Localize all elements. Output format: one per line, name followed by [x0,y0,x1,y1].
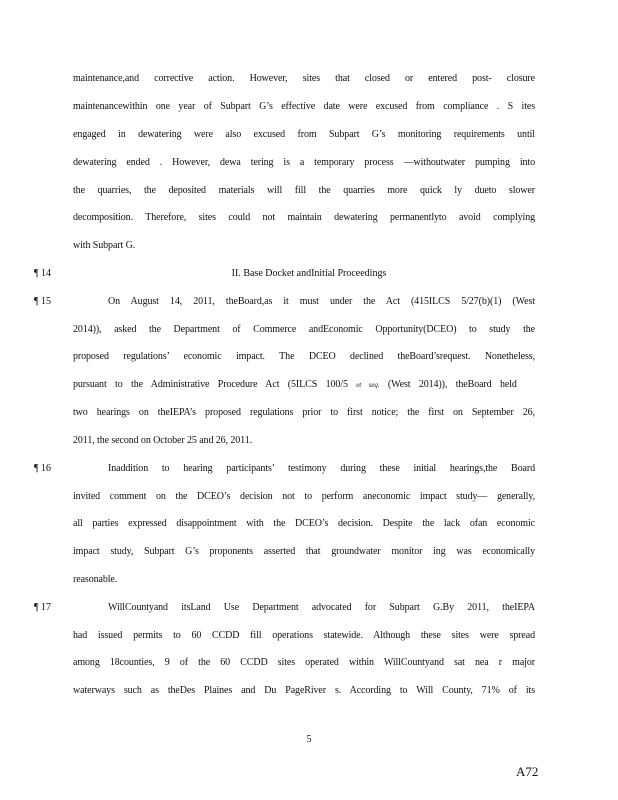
text-line: reasonable. [73,574,118,585]
text-line: maintenancewithin one year of Subpart G’s effective date were excused from compliance . S ites [73,101,535,112]
text-line: had issued permits to 60 CCDD fill operations statewide. Although these sites were spread [73,630,535,641]
italic-citation: et seq. [356,381,380,389]
text-segment: (West 2014)), theBoard held [387,379,517,390]
text-line: 2011, the second on October 25 and 26, 2011. [73,435,252,446]
text-line: 2014)), asked the Department of Commerce andEconomic Opportunity(DCEO) to study the [73,324,535,335]
text-line: among 18counties, 9 of the 60 CCDD sites operated within WillCountyand sat nea r major [73,657,535,668]
text-line: Inaddition to hearing participants’ testimony during these initial hearings,the Board [108,463,535,474]
text-line: On August 14, 2011, theBoard,as it must under the Act (415ILCS 5/27(b)(1) (West [108,296,535,307]
paragraph-number: ¶ 16 [34,463,52,474]
text-line: engaged in dewatering were also excused from Subpart G’s monitoring requirements until [73,129,535,140]
text-line: decomposition. Therefore, sites could not maintain dewatering permanentlyto avoid complying [73,212,535,223]
text-line [73,379,517,391]
page-number: 5 [306,734,312,745]
text-line: the quarries, the deposited materials will fill the quarries more quick ly dueto slower [73,185,535,196]
text-line: WillCountyand itsLand Use Department advocated for Subpart G.By 2011, theIEPA [108,602,535,613]
text-line: proposed regulations’ economic impact. The DCEO declined theBoard’srequest. Nonetheless, [73,351,535,362]
text-segment: pursuant to the Administrative Procedure Act (5ILCS 100/5 [73,379,348,390]
text-line: waterways such as theDes Plaines and Du PageRiver s. According to Will County, 71% of its [73,685,535,696]
text-line: invited comment on the DCEO’s decision not to perform aneconomic impact study— generally, [73,491,535,502]
paragraph-number: ¶ 14 [34,268,52,279]
paragraph-number: ¶ 15 [34,296,52,307]
text-line: maintenance,and corrective action. However, sites that closed or entered post- closure [73,73,535,84]
text-line: impact study, Subpart G’s proponents asserted that groundwater monitor ing was economically [73,546,535,557]
paragraph-number: ¶ 17 [34,602,52,613]
text-line: two hearings on theIEPA’s proposed regulations prior to first notice; the first on September 26, [73,407,535,418]
text-line: with Subpart G. [73,240,136,251]
section-heading: II. Base Docket andInitial Proceedings [231,268,387,279]
exhibit-label: A72 [516,764,539,779]
text-line: dewatering ended . However, dewa tering is a temporary process —withoutwater pumping into [73,157,535,168]
text-line: all parties expressed disappointment with the DCEO’s decision. Despite the lack ofan economic [73,518,535,529]
